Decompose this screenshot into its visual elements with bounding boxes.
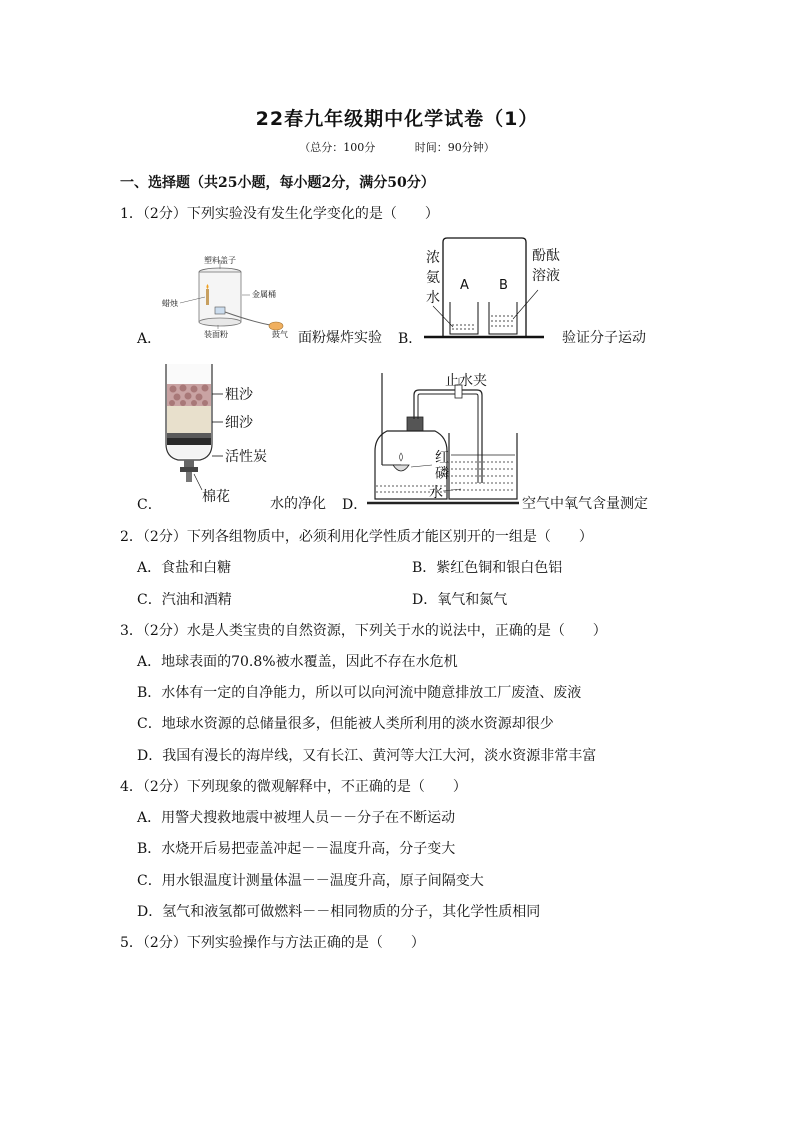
- q1-option-d-letter: D．: [342, 497, 368, 513]
- q3-option-b: B．水体有一定的自净能力，所以可以向河流中随意排放工厂废渣、废液: [137, 685, 582, 701]
- label-flour: 装面粉: [204, 330, 228, 339]
- label-phosphorus: 磷: [435, 466, 449, 482]
- q1-option-c-letter: C．: [137, 497, 162, 513]
- label-fine-sand: 细沙: [225, 415, 253, 431]
- q2-option-c: C．汽油和酒精: [137, 592, 232, 608]
- label-water: 水: [429, 485, 443, 501]
- question-4-stem: 4．（2分）下列现象的微观解释中，不正确的是（ ）: [120, 779, 467, 795]
- label-lid: 塑料盖子: [204, 256, 236, 265]
- label-blow: 鼓气: [272, 330, 288, 339]
- q2-option-a: A．食盐和白糖: [137, 560, 232, 576]
- q3-option-a: A．地球表面的70.8%被水覆盖，因此不存在水危机: [137, 654, 458, 670]
- page-title: 22春九年级期中化学试卷（1）: [255, 108, 539, 130]
- q2-option-b: B．紫红色铜和银白色铝: [412, 560, 563, 576]
- label-phenol-2: 溶液: [532, 268, 560, 284]
- q2-option-d: D．氧气和氮气: [412, 592, 508, 608]
- molecule-motion-diagram: [420, 236, 560, 342]
- label-phenol-1: 酚酞: [532, 248, 560, 264]
- label-activated-carbon: 活性炭: [225, 449, 267, 465]
- water-purifier-diagram: [160, 362, 275, 507]
- label-coarse-sand: 粗沙: [225, 387, 253, 403]
- exam-time: 时间：90分钟）: [414, 141, 495, 154]
- q3-option-c: C．地球水资源的总储量很多，但能被人类所利用的淡水资源却很少: [137, 716, 554, 732]
- section-heading: 一、选择题（共25小题，每小题2分，满分50分）: [120, 175, 435, 191]
- q1-option-a-caption: 面粉爆炸实验: [298, 330, 382, 346]
- q1-option-b-letter: B．: [398, 331, 423, 347]
- question-2-stem: 2．（2分）下列各组物质中，必须利用化学性质才能区别开的一组是（ ）: [120, 529, 593, 545]
- question-5-stem: 5．（2分）下列实验操作与方法正确的是（ ）: [120, 935, 425, 951]
- question-1-stem: 1．（2分）下列实验没有发生化学变化的是（ ）: [120, 206, 439, 222]
- q4-option-b: B．水烧开后易把壶盖冲起－－温度升高，分子变大: [137, 841, 456, 857]
- q1-option-b-caption: 验证分子运动: [562, 330, 646, 346]
- label-candle: 蜡烛: [162, 299, 178, 308]
- q1-option-c-caption: 水的净化: [270, 496, 326, 512]
- q1-option-a-letter: A．: [137, 331, 162, 347]
- label-ammonia-2: 氨: [426, 270, 440, 286]
- q3-option-d: D．我国有漫长的海岸线，又有长江、黄河等大江大河，淡水资源非常丰富: [137, 748, 597, 764]
- q4-option-a: A．用警犬搜救地震中被埋人员－－分子在不断运动: [137, 810, 456, 826]
- oxygen-content-diagram: [365, 365, 520, 510]
- total-score: （总分：100分: [299, 141, 376, 154]
- label-beaker-b: B: [499, 278, 508, 293]
- q1-option-d-caption: 空气中氧气含量测定: [522, 496, 648, 512]
- label-ammonia-3: 水: [426, 290, 440, 306]
- question-3-stem: 3．（2分）水是人类宝贵的自然资源，下列关于水的说法中，正确的是（ ）: [120, 623, 607, 639]
- label-cotton: 棉花: [202, 489, 230, 505]
- exam-info: [0, 139, 794, 155]
- label-clamp: 止水夹: [445, 373, 487, 389]
- flour-explosion-diagram: [160, 255, 300, 340]
- label-beaker-a: A: [460, 278, 469, 293]
- q4-option-c: C．用水银温度计测量体温－－温度升高，原子间隔变大: [137, 873, 484, 889]
- q4-option-d: D．氢气和液氢都可做燃料－－相同物质的分子，其化学性质相同: [137, 904, 541, 920]
- label-red: 红: [435, 450, 449, 466]
- label-can: 金属桶: [252, 290, 276, 299]
- label-ammonia-1: 浓: [426, 250, 440, 266]
